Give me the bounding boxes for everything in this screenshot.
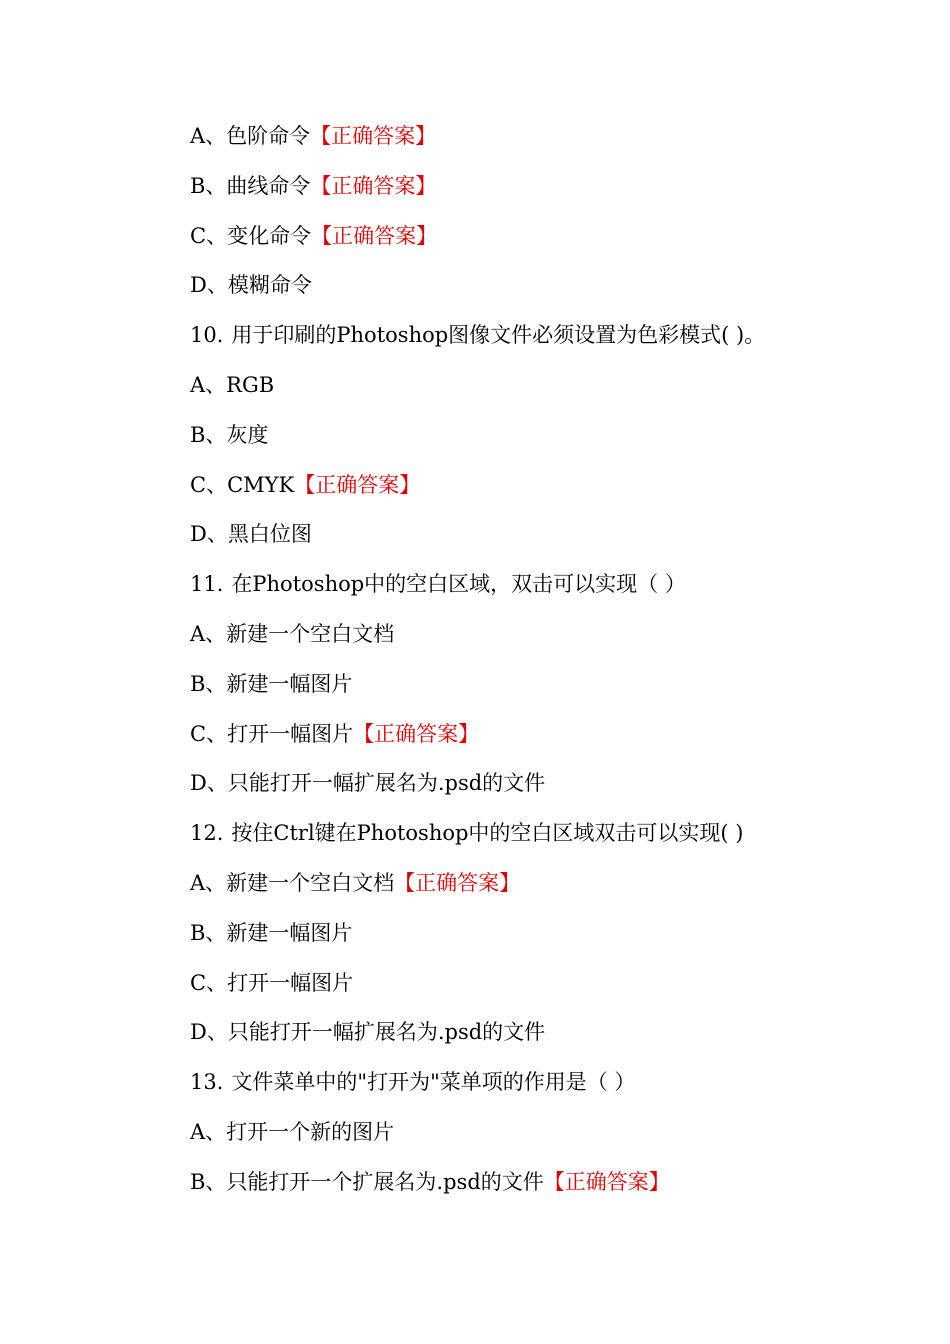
- option-line: [190, 361, 890, 411]
- option-line: [190, 660, 890, 710]
- option-line: [190, 112, 890, 162]
- question-line: [190, 560, 890, 610]
- option-line: [190, 959, 890, 1009]
- option-line: [190, 710, 890, 760]
- option-line: [190, 1008, 890, 1058]
- option-text: D、黑白位图: [190, 522, 312, 547]
- option-line: [190, 261, 890, 311]
- option-text: B、新建一幅图片: [190, 920, 353, 945]
- option-text: D、只能打开一幅扩展名为.psd的文件: [190, 771, 546, 796]
- question-list: [190, 112, 890, 1208]
- option-text: B、只能打开一个扩展名为.psd的文件: [190, 1169, 544, 1194]
- correct-answer-tag: 【正确答案】: [310, 124, 437, 148]
- option-line: [190, 1108, 890, 1158]
- question-text: 用于印刷的Photoshop图像文件必须设置为色彩模式( )。: [231, 323, 766, 348]
- option-line: [190, 859, 890, 909]
- correct-answer-tag: 【正确答案】: [311, 223, 438, 248]
- question-line: [190, 311, 890, 361]
- option-line: [190, 411, 890, 461]
- option-line: [190, 212, 890, 262]
- option-text: C、打开一幅图片: [190, 721, 354, 746]
- question-line: [190, 809, 890, 859]
- correct-answer-tag: 【正确答案】: [394, 870, 521, 895]
- option-text: C、打开一幅图片: [190, 970, 354, 995]
- question-number: 13.: [190, 1070, 224, 1095]
- option-text: A、RGB: [190, 372, 275, 397]
- question-text: 在Photoshop中的空白区域，双击可以实现（ ）: [231, 572, 686, 597]
- option-text: B、新建一幅图片: [190, 671, 353, 696]
- option-line: [190, 1158, 890, 1208]
- correct-answer-tag: 【正确答案】: [353, 721, 480, 746]
- option-line: [190, 610, 890, 660]
- question-number: 12.: [190, 821, 224, 846]
- option-text: D、模糊命令: [190, 273, 312, 298]
- question-line: [190, 1058, 890, 1108]
- option-text: A、打开一个新的图片: [190, 1119, 395, 1144]
- option-text: A、色阶命令: [190, 124, 311, 148]
- question-number: 11.: [190, 572, 224, 597]
- option-line: [190, 461, 890, 511]
- option-line: [190, 759, 890, 809]
- correct-answer-tag: 【正确答案】: [310, 173, 437, 198]
- question-text: 文件菜单中的"打开为"菜单项的作用是（ ）: [231, 1070, 636, 1095]
- question-number: 10.: [190, 323, 224, 348]
- question-text: 按住Ctrl键在Photoshop中的空白区域双击可以实现( ): [231, 821, 744, 846]
- option-text: A、新建一个空白文档: [190, 621, 395, 646]
- option-line: [190, 909, 890, 959]
- option-line: [190, 510, 890, 560]
- option-text: C、CMYK: [190, 472, 295, 497]
- option-line: [190, 162, 890, 212]
- option-text: A、新建一个空白文档: [190, 870, 395, 895]
- correct-answer-tag: 【正确答案】: [294, 472, 421, 497]
- option-text: D、只能打开一幅扩展名为.psd的文件: [190, 1020, 546, 1045]
- option-text: C、变化命令: [190, 223, 312, 248]
- option-text: B、曲线命令: [190, 173, 311, 198]
- option-text: B、灰度: [190, 422, 269, 447]
- correct-answer-tag: 【正确答案】: [543, 1169, 670, 1194]
